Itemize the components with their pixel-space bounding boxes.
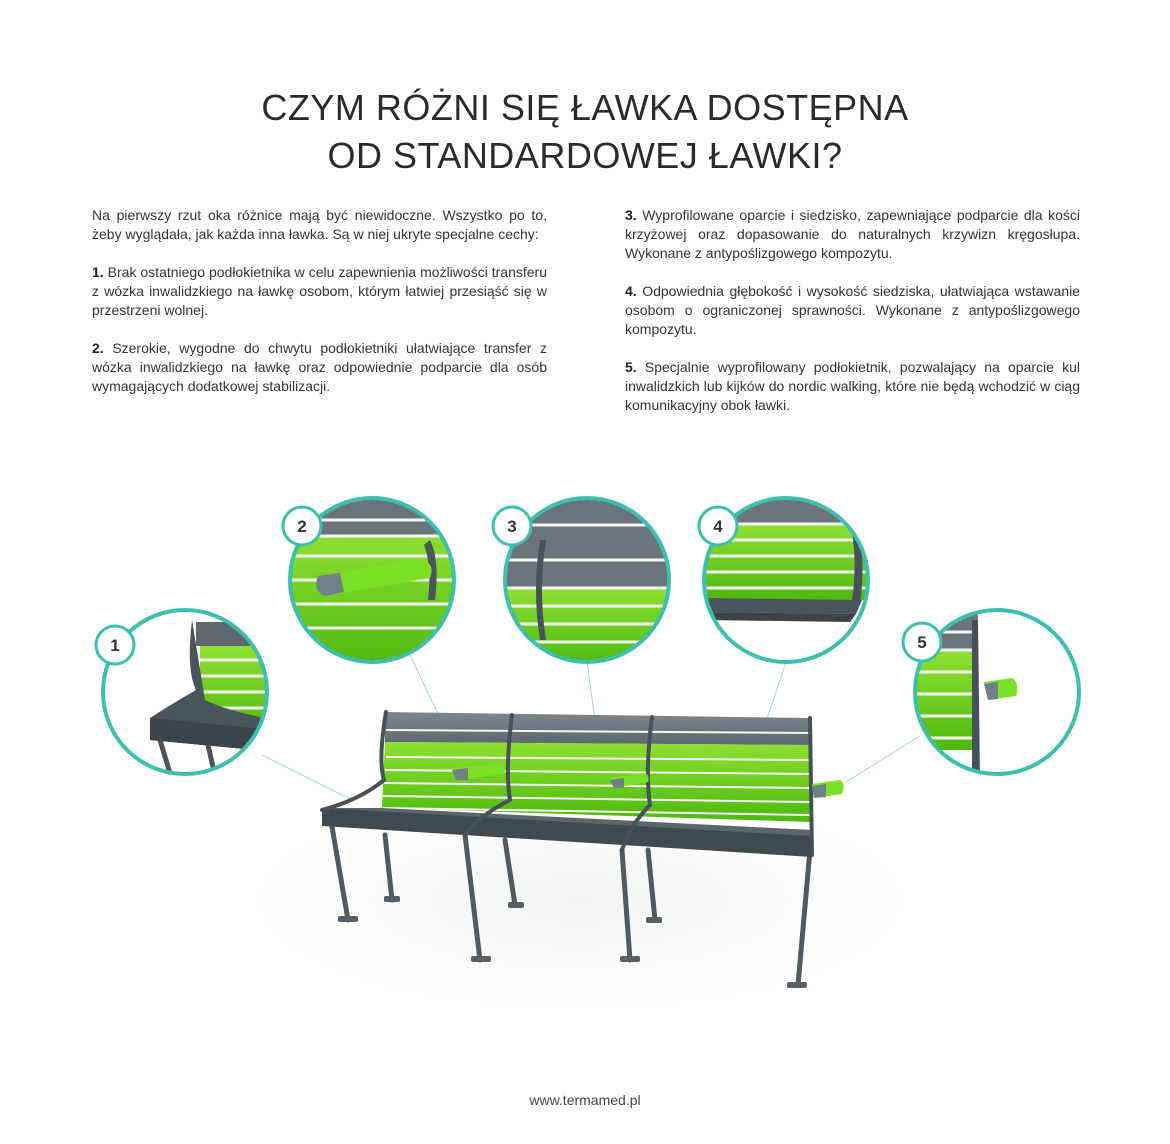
feature-5-text: Specjalnie wyprofilowany podłokietnik, pozwalający na oparcie kul inwalidzkich lub kijków do nordic walking, które nie będą wchodzić w ciąg komunikacyjny obok ławki. — [625, 359, 1080, 413]
text-column-right — [625, 206, 1080, 434]
feature-4 — [625, 282, 1080, 339]
feature-3 — [625, 206, 1080, 263]
badge-5 — [903, 623, 941, 661]
badge-1 — [96, 626, 134, 664]
feature-3-text: Wyprofilowane oparcie i siedzisko, zapewniające podparcie dla kości krzyżowej oraz dopasowanie do naturalnych krzywizn kręgosłupa. Wykonane z antypoślizgowego kompozytu. — [625, 207, 1080, 261]
badge-3 — [493, 507, 531, 545]
page-title — [0, 84, 1170, 180]
text-column-left — [92, 206, 547, 415]
intro-paragraph: Na pierwszy rzut oka różnice mają być niewidoczne. Wszystko po to, żeby wyglądała, jak każda inna ławka. Są w niej ukryte specjalne cechy: — [92, 207, 547, 242]
bench-illustration — [0, 470, 1170, 1030]
badge-4 — [699, 507, 737, 545]
title-line-2: OD STANDARDOWEJ ŁAWKI? — [327, 135, 843, 176]
badge-2 — [283, 507, 321, 545]
badge-4-label: 4 — [713, 517, 723, 536]
badge-1-label: 1 — [110, 636, 120, 655]
feature-3-number: 3. — [625, 207, 637, 223]
feature-4-text: Odpowiednia głębokość i wysokość siedziska, ułatwiająca wstawanie osobom o ograniczonej sprawności. Wykonane z antypoślizgowego kompozytu. — [625, 283, 1081, 337]
feature-1-text: Brak ostatniego podłokietnika w celu zapewnienia możliwości transferu z wózka inwalidzkiego na ławkę osobom, którym łatwiej przesiąść się w przestrzeni wolnej. — [92, 264, 548, 318]
feature-1 — [92, 263, 547, 320]
feature-1-number: 1. — [92, 264, 104, 280]
title-line-1: CZYM RÓŻNI SIĘ ŁAWKA DOSTĘPNA — [261, 87, 909, 128]
badge-5-label: 5 — [917, 633, 927, 652]
feature-5 — [625, 358, 1080, 415]
feature-5-number: 5. — [625, 359, 637, 375]
feature-2-number: 2. — [92, 340, 104, 356]
badge-2-label: 2 — [297, 517, 307, 536]
feature-4-number: 4. — [625, 283, 637, 299]
feature-2 — [92, 339, 547, 396]
footer-url: www.termamed.pl — [529, 1092, 641, 1108]
feature-2-text: Szerokie, wygodne do chwytu podłokietniki ułatwiające transfer z wózka inwalidzkiego na ławkę oraz odpowiednie podparcie dla osób wymagających dodatkowej stabilizacji. — [92, 340, 547, 394]
badge-3-label: 3 — [507, 517, 517, 536]
